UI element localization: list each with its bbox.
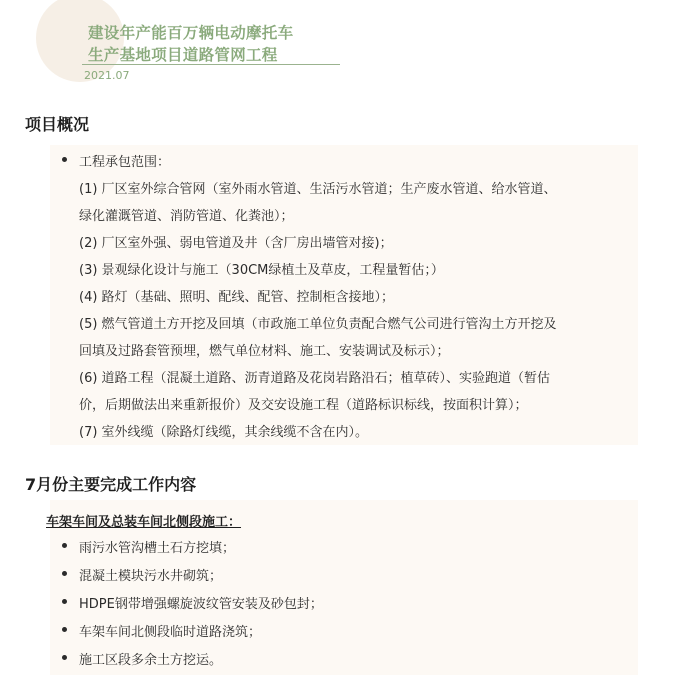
work-area-subheading: 车架车间及总装车间北侧段施工： bbox=[46, 515, 242, 530]
scope-line: 回填及过路套管预埋，燃气单位材料、施工、安装调试及标示）； bbox=[79, 344, 450, 359]
scope-line: (5) 燃气管道土方开挖及回填（市政施工单位负责配合燃气公司进行管沟土方开挖及 bbox=[79, 317, 557, 332]
title-underline bbox=[82, 64, 340, 65]
scope-line: (1) 厂区室外综合管网（室外雨水管道、生活污水管道；生产废水管道、给水管道、 bbox=[79, 182, 557, 197]
work-item: 车架车间北侧段临时道路浇筑； bbox=[79, 625, 262, 640]
bullet-dot bbox=[62, 157, 67, 162]
scope-line: (7) 室外线缆（除路灯线缆，其余线缆不含在内）。 bbox=[79, 425, 369, 440]
document-title-line-2: 生产基地项目道路管网工程 bbox=[88, 46, 278, 64]
document-date: 2021.07 bbox=[84, 69, 130, 82]
scope-line: (3) 景观绿化设计与施工（30CM绿植土及草皮，工程量暂估；） bbox=[79, 263, 444, 278]
scope-line: 绿化灌溉管道、消防管道、化粪池）； bbox=[79, 209, 294, 224]
scope-bullet-label: 工程承包范围： bbox=[79, 155, 171, 170]
document-title bbox=[88, 22, 293, 66]
scope-line: (6) 道路工程（混凝土道路、沥青道路及花岗岩路沿石；植草砖）、实验跑道（暂估 bbox=[79, 371, 551, 386]
work-item: HDPE钢带增强螺旋波纹管安装及砂包封； bbox=[79, 597, 323, 612]
bullet-dot bbox=[62, 571, 67, 576]
work-item: 混凝土模块污水井砌筑； bbox=[79, 569, 223, 584]
section-title-july-work: 7月份主要完成工作内容 bbox=[25, 475, 197, 494]
section-title-overview: 项目概况 bbox=[25, 115, 90, 134]
bullet-dot bbox=[62, 543, 67, 548]
bullet-dot bbox=[62, 599, 67, 604]
scope-line: (4) 路灯（基础、照明、配线、配管、控制柜含接地）； bbox=[79, 290, 395, 305]
work-item: 施工区段多余土方挖运。 bbox=[79, 653, 223, 668]
work-item: 雨污水管沟槽土石方挖填； bbox=[79, 541, 236, 556]
document-title-line-1: 建设年产能百万辆电动摩托车 bbox=[88, 24, 294, 42]
scope-line: (2) 厂区室外强、弱电管道及井（含厂房出墙管对接)； bbox=[79, 236, 393, 251]
bullet-dot bbox=[62, 655, 67, 660]
bullet-dot bbox=[62, 627, 67, 632]
scope-line: 价，后期做法出来重新报价）及交安设施工程（道路标识标线，按面积计算）； bbox=[79, 398, 528, 413]
